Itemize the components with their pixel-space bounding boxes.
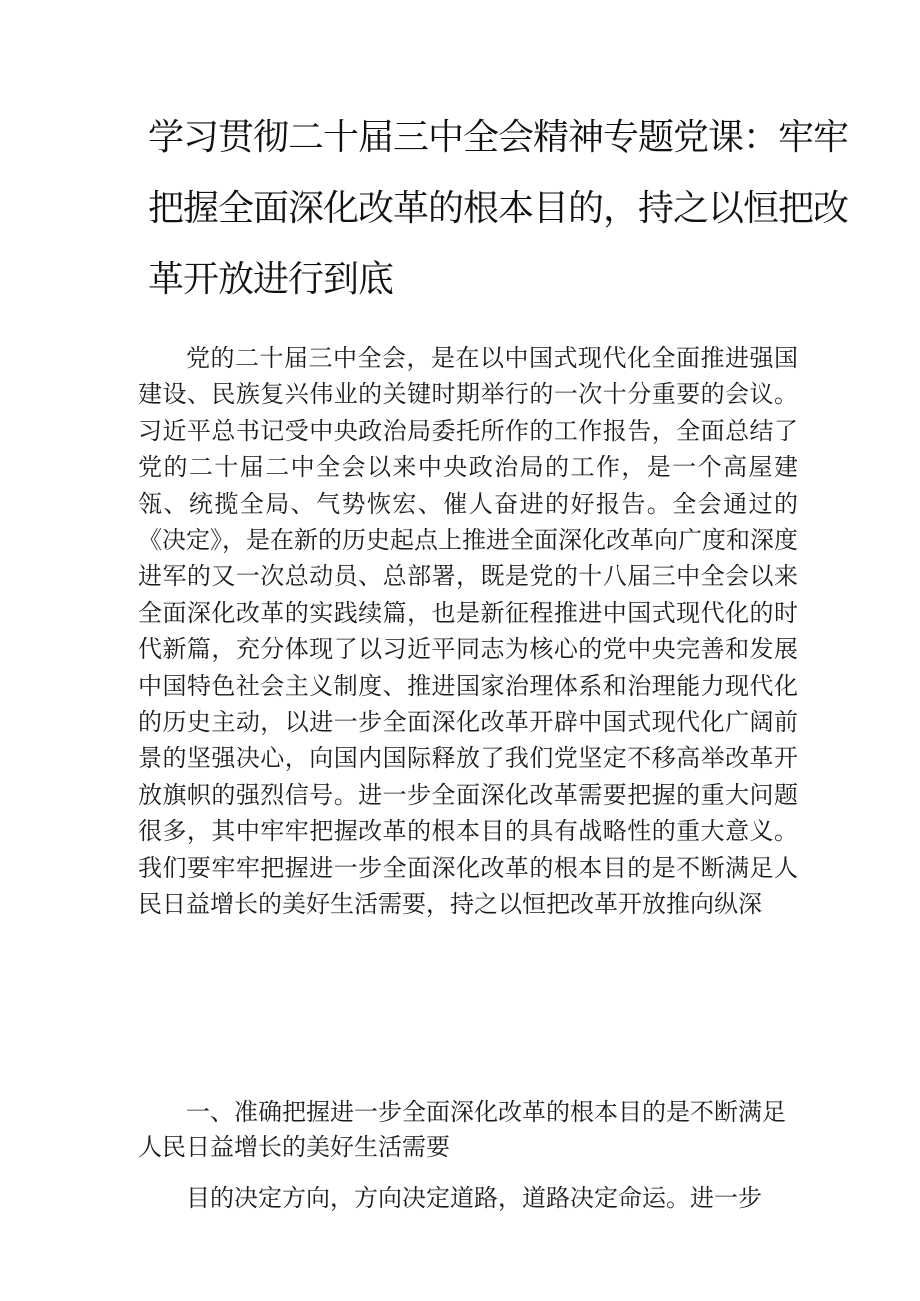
title-line-1: 学习贯彻二十届三中全会精神专题党课：牢牢 xyxy=(148,117,849,158)
title-line-3: 革开放进行到底 xyxy=(148,259,394,300)
body-paragraph-section-1: 目的决定方向，方向决定道路，道路决定命运。进一步 xyxy=(186,1184,762,1212)
body-paragraph-intro: 党的二十届三中全会，是在以中国式现代化全面推进强国建设、民族复兴伟业的关键时期举行的一次十分重要的会议。习近平总书记受中央政治局委托所作的工作报告，全面总结了党的二十届二中全会以来中央政治局的工作，是一个高屋建瓴、统揽全局、气势恢宏、催人奋进的好报告。全会通过的《决定》，是在新的历史起点上推进全面深化改革向广度和深度进军的又一次总动员、总部署，既是党的十八届三中全会以来全面深化改革的实践续篇，也是新征程推进中国式现代化的时代新篇，充分体现了以习近平同志为核心的党中央完善和发展中国特色社会主义制度、推进国家治理体系和治理能力现代化的历史主动，以进一步全面深化改革开辟中国式现代化广阔前景的坚强决心，向国内国际释放了我们党坚定不移高举改革开放旗帜的强烈信号。进一步全面深化改革需要把握的重大问题很多，其中牢牢把握改革的根本目的具有战略性的重大意义。我们要牢牢把握进一步全面深化改革的根本目的是不断满足人民日益增长的美好生活需要，持之以恒把改革开放推向纵深 xyxy=(138,344,798,919)
title-line-2: 把握全面深化改革的根本目的，持之以恒把改 xyxy=(148,188,849,229)
section-heading-1: 一、准确把握进一步全面深化改革的根本目的是不断满足人民日益增长的美好生活需要 xyxy=(138,1098,786,1161)
document-title xyxy=(148,117,849,333)
